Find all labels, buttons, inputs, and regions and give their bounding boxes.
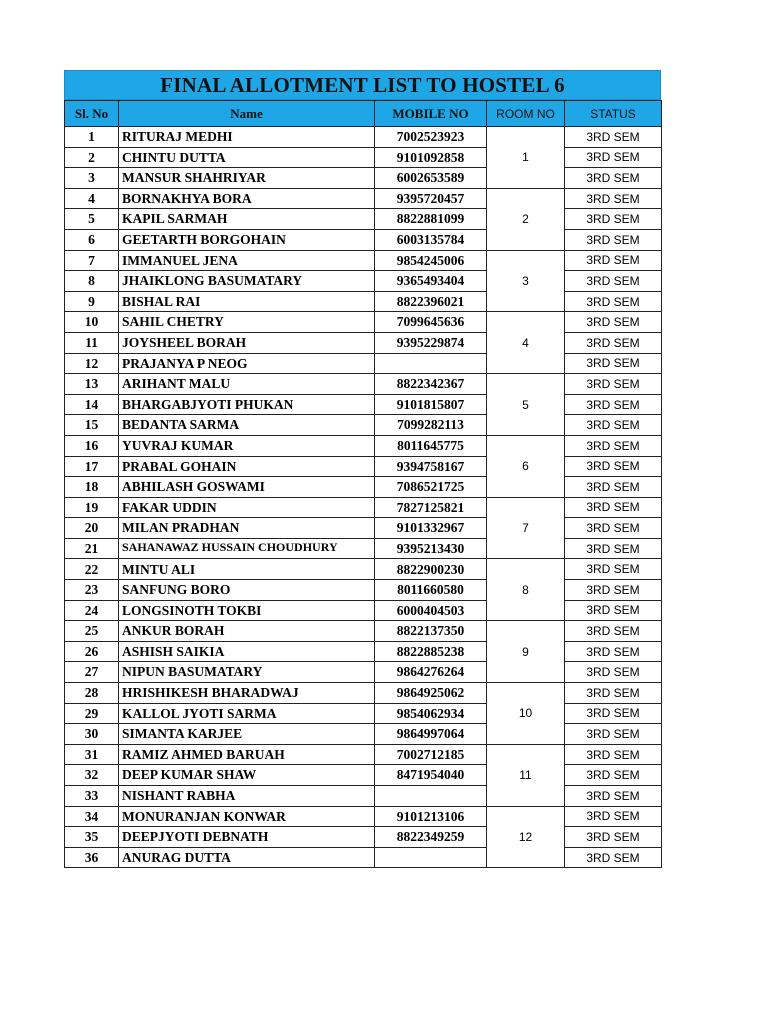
mobile-cell: 9101815807	[375, 394, 487, 415]
table-row	[65, 188, 662, 209]
status-cell: 3RD SEM	[565, 621, 662, 642]
sl-no-cell: 36	[65, 847, 119, 868]
room-no-cell: 3	[487, 250, 565, 312]
mobile-cell: 7002712185	[375, 744, 487, 765]
name-cell: ABHILASH GOSWAMI	[119, 477, 375, 498]
status-cell: 3RD SEM	[565, 312, 662, 333]
mobile-cell: 9864997064	[375, 724, 487, 745]
status-cell: 3RD SEM	[565, 806, 662, 827]
name-cell	[119, 538, 375, 559]
name-text: SAHANAWAZ HUSSAIN CHOUDHURY	[122, 540, 338, 555]
mobile-cell: 7002523923	[375, 127, 487, 148]
mobile-cell: 9395720457	[375, 188, 487, 209]
name-cell: DEEP KUMAR SHAW	[119, 765, 375, 786]
sl-no-cell: 31	[65, 744, 119, 765]
room-no-cell: 9	[487, 621, 565, 683]
name-cell: MILAN PRADHAN	[119, 518, 375, 539]
name-cell: BORNAKHYA BORA	[119, 188, 375, 209]
mobile-cell: 7086521725	[375, 477, 487, 498]
mobile-cell: 9101332967	[375, 518, 487, 539]
table-row	[65, 415, 662, 436]
sl-no-cell: 5	[65, 209, 119, 230]
room-no-cell: 7	[487, 497, 565, 559]
header-mobile-no: MOBILE NO	[375, 101, 487, 127]
mobile-cell: 8822885238	[375, 641, 487, 662]
mobile-cell: 9854245006	[375, 250, 487, 271]
status-cell: 3RD SEM	[565, 353, 662, 374]
status-cell: 3RD SEM	[565, 786, 662, 807]
mobile-cell	[375, 786, 487, 807]
sl-no-cell: 11	[65, 332, 119, 353]
table-row	[65, 394, 662, 415]
table-row	[65, 662, 662, 683]
name-cell: LONGSINOTH TOKBI	[119, 600, 375, 621]
mobile-cell: 9854062934	[375, 703, 487, 724]
name-cell: ANKUR BORAH	[119, 621, 375, 642]
sl-no-cell: 14	[65, 394, 119, 415]
name-cell: HRISHIKESH BHARADWAJ	[119, 683, 375, 704]
mobile-cell: 9394758167	[375, 456, 487, 477]
table-row	[65, 724, 662, 745]
sl-no-cell: 29	[65, 703, 119, 724]
mobile-cell: 9864276264	[375, 662, 487, 683]
mobile-cell: 7099282113	[375, 415, 487, 436]
sl-no-cell: 15	[65, 415, 119, 436]
name-cell: MONURANJAN KONWAR	[119, 806, 375, 827]
mobile-cell	[375, 353, 487, 374]
room-no-cell: 1	[487, 127, 565, 189]
table-row	[65, 827, 662, 848]
status-cell: 3RD SEM	[565, 580, 662, 601]
sl-no-cell: 23	[65, 580, 119, 601]
table-row	[65, 312, 662, 333]
name-cell: ARIHANT MALU	[119, 374, 375, 395]
sl-no-cell: 35	[65, 827, 119, 848]
mobile-cell: 9864925062	[375, 683, 487, 704]
name-cell: YUVRAJ KUMAR	[119, 435, 375, 456]
sheet-title: FINAL ALLOTMENT LIST TO HOSTEL 6	[64, 70, 661, 100]
table-row	[65, 683, 662, 704]
status-cell: 3RD SEM	[565, 229, 662, 250]
mobile-cell: 8822881099	[375, 209, 487, 230]
mobile-cell: 8011660580	[375, 580, 487, 601]
table-row	[65, 847, 662, 868]
mobile-cell: 9365493404	[375, 271, 487, 292]
sl-no-cell: 34	[65, 806, 119, 827]
table-row	[65, 641, 662, 662]
name-cell: BISHAL RAI	[119, 291, 375, 312]
mobile-cell: 8822137350	[375, 621, 487, 642]
table-row	[65, 374, 662, 395]
mobile-cell: 9395213430	[375, 538, 487, 559]
mobile-cell: 9101213106	[375, 806, 487, 827]
table-row	[65, 518, 662, 539]
name-cell: RITURAJ MEDHI	[119, 127, 375, 148]
status-cell: 3RD SEM	[565, 415, 662, 436]
status-cell: 3RD SEM	[565, 435, 662, 456]
room-no-cell: 5	[487, 374, 565, 436]
room-no-cell: 11	[487, 744, 565, 806]
sl-no-cell: 4	[65, 188, 119, 209]
status-cell: 3RD SEM	[565, 518, 662, 539]
table-row	[65, 786, 662, 807]
status-cell: 3RD SEM	[565, 209, 662, 230]
name-cell: ASHISH SAIKIA	[119, 641, 375, 662]
table-row	[65, 250, 662, 271]
header-status: STATUS	[565, 101, 662, 127]
status-cell: 3RD SEM	[565, 456, 662, 477]
sl-no-cell: 3	[65, 168, 119, 189]
name-cell: RAMIZ AHMED BARUAH	[119, 744, 375, 765]
sl-no-cell: 32	[65, 765, 119, 786]
room-no-cell: 10	[487, 683, 565, 745]
sl-no-cell: 17	[65, 456, 119, 477]
table-row	[65, 271, 662, 292]
status-cell: 3RD SEM	[565, 724, 662, 745]
mobile-cell: 8822396021	[375, 291, 487, 312]
status-cell: 3RD SEM	[565, 703, 662, 724]
status-cell: 3RD SEM	[565, 477, 662, 498]
mobile-cell: 7827125821	[375, 497, 487, 518]
sl-no-cell: 24	[65, 600, 119, 621]
name-cell: NISHANT RABHA	[119, 786, 375, 807]
table-row	[65, 538, 662, 559]
mobile-cell: 6000404503	[375, 600, 487, 621]
name-cell: JOYSHEEL BORAH	[119, 332, 375, 353]
sl-no-cell: 18	[65, 477, 119, 498]
status-cell: 3RD SEM	[565, 765, 662, 786]
sl-no-cell: 1	[65, 127, 119, 148]
sl-no-cell: 2	[65, 147, 119, 168]
table-row	[65, 497, 662, 518]
status-cell: 3RD SEM	[565, 683, 662, 704]
name-cell: BEDANTA SARMA	[119, 415, 375, 436]
sl-no-cell: 25	[65, 621, 119, 642]
table-row	[65, 477, 662, 498]
name-cell: PRAJANYA P NEOG	[119, 353, 375, 374]
name-cell: FAKAR UDDIN	[119, 497, 375, 518]
status-cell: 3RD SEM	[565, 662, 662, 683]
room-no-cell: 2	[487, 188, 565, 250]
table-row	[65, 229, 662, 250]
name-cell: DEEPJYOTI DEBNATH	[119, 827, 375, 848]
mobile-cell: 8011645775	[375, 435, 487, 456]
sl-no-cell: 21	[65, 538, 119, 559]
mobile-cell: 6002653589	[375, 168, 487, 189]
table-row	[65, 353, 662, 374]
table-row	[65, 806, 662, 827]
table-row	[65, 435, 662, 456]
name-cell: ANURAG DUTTA	[119, 847, 375, 868]
table-row	[65, 209, 662, 230]
status-cell: 3RD SEM	[565, 250, 662, 271]
sl-no-cell: 12	[65, 353, 119, 374]
table-row	[65, 559, 662, 580]
sl-no-cell: 8	[65, 271, 119, 292]
room-no-cell: 8	[487, 559, 565, 621]
sl-no-cell: 30	[65, 724, 119, 745]
status-cell: 3RD SEM	[565, 497, 662, 518]
sl-no-cell: 7	[65, 250, 119, 271]
status-cell: 3RD SEM	[565, 374, 662, 395]
table-row	[65, 291, 662, 312]
mobile-cell: 9395229874	[375, 332, 487, 353]
status-cell: 3RD SEM	[565, 538, 662, 559]
status-cell: 3RD SEM	[565, 291, 662, 312]
name-cell: GEETARTH BORGOHAIN	[119, 229, 375, 250]
status-cell: 3RD SEM	[565, 744, 662, 765]
status-cell: 3RD SEM	[565, 332, 662, 353]
name-cell: MANSUR SHAHRIYAR	[119, 168, 375, 189]
mobile-cell: 8822342367	[375, 374, 487, 395]
name-cell: SAHIL CHETRY	[119, 312, 375, 333]
status-cell: 3RD SEM	[565, 600, 662, 621]
allotment-table	[64, 100, 662, 868]
name-cell: SIMANTA KARJEE	[119, 724, 375, 745]
status-cell: 3RD SEM	[565, 847, 662, 868]
room-no-cell: 6	[487, 435, 565, 497]
table-row	[65, 168, 662, 189]
name-cell: BHARGABJYOTI PHUKAN	[119, 394, 375, 415]
sl-no-cell: 10	[65, 312, 119, 333]
table-row	[65, 127, 662, 148]
table-row	[65, 703, 662, 724]
status-cell: 3RD SEM	[565, 147, 662, 168]
mobile-cell: 6003135784	[375, 229, 487, 250]
sl-no-cell: 9	[65, 291, 119, 312]
table-body	[65, 127, 662, 868]
table-row	[65, 621, 662, 642]
table-row	[65, 744, 662, 765]
name-cell: NIPUN BASUMATARY	[119, 662, 375, 683]
mobile-cell: 9101092858	[375, 147, 487, 168]
status-cell: 3RD SEM	[565, 127, 662, 148]
header-room-no: ROOM NO	[487, 101, 565, 127]
status-cell: 3RD SEM	[565, 827, 662, 848]
name-cell: KAPIL SARMAH	[119, 209, 375, 230]
name-cell: MINTU ALI	[119, 559, 375, 580]
table-row	[65, 600, 662, 621]
sl-no-cell: 20	[65, 518, 119, 539]
status-cell: 3RD SEM	[565, 271, 662, 292]
status-cell: 3RD SEM	[565, 188, 662, 209]
table-row	[65, 332, 662, 353]
status-cell: 3RD SEM	[565, 394, 662, 415]
header-row	[65, 101, 662, 127]
room-no-cell: 12	[487, 806, 565, 868]
sl-no-cell: 6	[65, 229, 119, 250]
sl-no-cell: 27	[65, 662, 119, 683]
table-row	[65, 765, 662, 786]
mobile-cell: 8471954040	[375, 765, 487, 786]
sl-no-cell: 16	[65, 435, 119, 456]
sl-no-cell: 19	[65, 497, 119, 518]
header-name: Name	[119, 101, 375, 127]
name-cell: IMMANUEL JENA	[119, 250, 375, 271]
status-cell: 3RD SEM	[565, 641, 662, 662]
mobile-cell: 8822900230	[375, 559, 487, 580]
sl-no-cell: 26	[65, 641, 119, 662]
mobile-cell	[375, 847, 487, 868]
room-no-cell: 4	[487, 312, 565, 374]
name-cell: PRABAL GOHAIN	[119, 456, 375, 477]
name-cell: SANFUNG BORO	[119, 580, 375, 601]
table-row	[65, 580, 662, 601]
name-cell: KALLOL JYOTI SARMA	[119, 703, 375, 724]
header-sl-no: Sl. No	[65, 101, 119, 127]
table-row	[65, 147, 662, 168]
sl-no-cell: 28	[65, 683, 119, 704]
mobile-cell: 7099645636	[375, 312, 487, 333]
mobile-cell: 8822349259	[375, 827, 487, 848]
name-cell: JHAIKLONG BASUMATARY	[119, 271, 375, 292]
sl-no-cell: 22	[65, 559, 119, 580]
table-row	[65, 456, 662, 477]
sl-no-cell: 13	[65, 374, 119, 395]
name-cell: CHINTU DUTTA	[119, 147, 375, 168]
allotment-sheet	[64, 70, 661, 868]
status-cell: 3RD SEM	[565, 559, 662, 580]
sl-no-cell: 33	[65, 786, 119, 807]
status-cell: 3RD SEM	[565, 168, 662, 189]
